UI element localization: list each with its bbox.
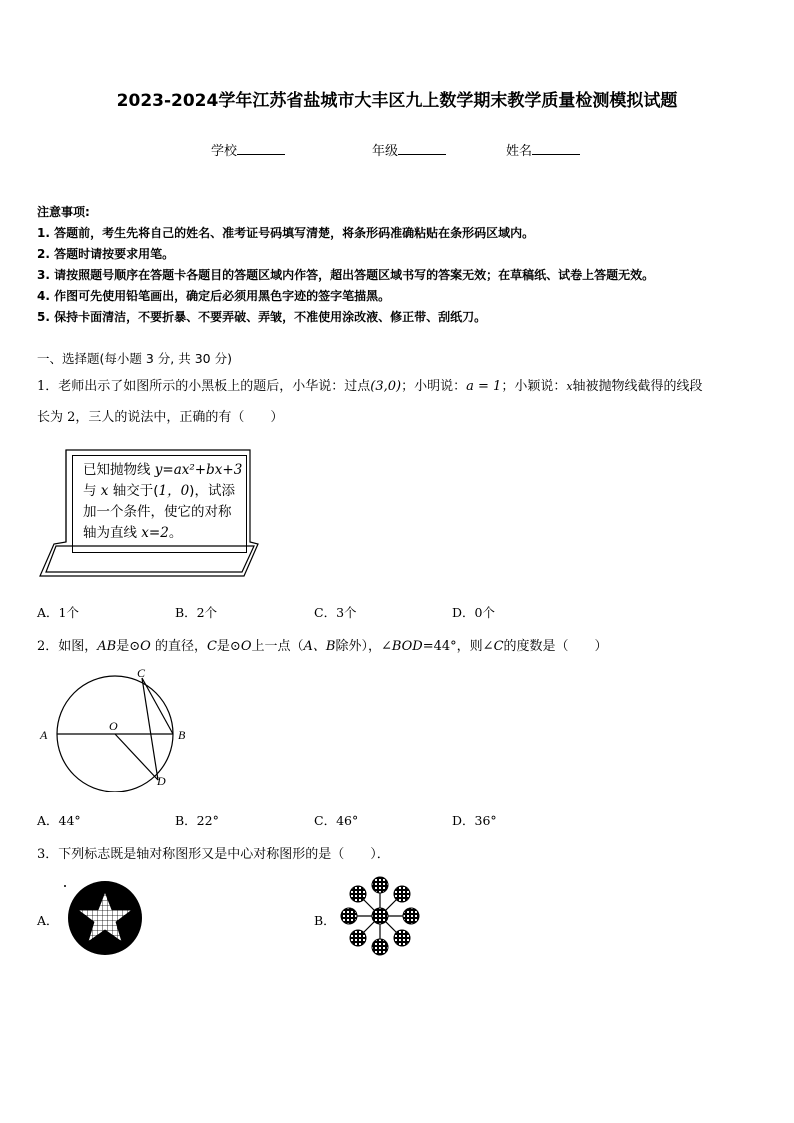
board-point: 1，0 [158, 483, 190, 499]
board-formula: y=ax²+bx+3 [154, 462, 243, 478]
board-text: 轴为直线 [83, 525, 142, 541]
q1-equation: a = 1 [466, 379, 502, 394]
board-text: 。 [168, 525, 183, 541]
notes-heading: 注意事项: [37, 205, 90, 219]
q1-text: ；小颖说： [501, 379, 567, 394]
q1-option-b: B．2个 [175, 605, 218, 620]
blackboard-text [83, 460, 243, 544]
school-blank [237, 142, 285, 155]
page-title: 2023-2024学年江苏省盐城市大丰区九上数学期末教学质量检测模拟试题 [116, 91, 678, 111]
q1-text: 轴被抛物线截得的线段 [572, 379, 703, 394]
label-a: A [40, 728, 48, 742]
grade-blank [398, 142, 446, 155]
q2-var: BOD [391, 639, 423, 654]
q2-text: 2．如图， [37, 639, 98, 654]
label-b: B [178, 728, 186, 742]
q2-text [37, 635, 608, 654]
q1-option-a: A．1个 [37, 605, 79, 620]
grade-field [372, 140, 446, 159]
board-text: 轴交于( [108, 483, 159, 499]
q2-var: O [140, 639, 151, 654]
q2-option-c: C．46° [314, 813, 359, 828]
label-o: O [109, 719, 118, 733]
board-text: )，试添 [189, 483, 235, 499]
q2-text: 上一点（ [251, 639, 304, 654]
note-item: 4. 作图可先使用铅笔画出，确定后必须用黑色字迹的签字笔描黑。 [37, 289, 391, 303]
q3-text: 3．下列标志既是轴对称图形又是中心对称图形的是（ ）． [37, 847, 390, 862]
q3-option-b-label: B． [314, 913, 336, 928]
note-item: 3. 请按照题号顺序在答题卡各题目的答题区域内作答，超出答题区域书写的答案无效；在草稿纸、试卷上答题无效。 [37, 268, 655, 282]
q1-axis: x [566, 380, 573, 393]
q1-text: ；小明说： [401, 379, 467, 394]
note-item: 2. 答题时请按要求用笔。 [37, 247, 175, 261]
name-label: 姓名 [506, 144, 533, 159]
section-title: 一、选择题(每小题 3 分, 共 30 分) [37, 351, 232, 366]
school-field [211, 140, 285, 159]
board-text: 已知抛物线 [83, 462, 155, 478]
q2-text: 的直径， [150, 639, 207, 654]
q3-option-a-label: A． [37, 913, 59, 928]
board-formula: x=2 [141, 525, 169, 541]
note-item: 1. 答题前，考生先将自己的姓名、准考证号码填写清楚，将条形码准确粘贴在条形码区域内。 [37, 226, 535, 240]
q2-text: 是⊙ [116, 639, 141, 654]
q2-var: AB [97, 639, 117, 654]
q2-option-a: A．44° [37, 813, 81, 828]
circle-figure [36, 664, 196, 792]
q2-var: C [206, 639, 217, 654]
q2-var: A、B [303, 639, 336, 654]
q2-text: =44°，则∠ [422, 639, 494, 654]
name-field [506, 140, 580, 159]
note-item: 5. 保持卡面清洁，不要折暴、不要弄破、弄皱，不准使用涂改液、修正带、刮纸刀。 [37, 310, 487, 324]
board-text: 加一个条件，使它的对称 [83, 504, 232, 520]
q2-text: 除外），∠ [335, 639, 392, 654]
name-blank [532, 142, 580, 155]
q2-option-d: D．36° [452, 813, 497, 828]
q2-text: 是⊙ [216, 639, 241, 654]
q2-var: C [493, 639, 504, 654]
q1-option-d: D．0个 [452, 605, 495, 620]
school-label: 学校 [211, 144, 238, 159]
q2-option-b: B．22° [175, 813, 219, 828]
board-text: 与 [83, 483, 101, 499]
q1-option-c: C．3个 [314, 605, 357, 620]
q1-text: 1．老师出示了如图所示的小黑板上的题后，小华说：过点 [37, 379, 371, 394]
q2-text: 的度数是（ ） [503, 639, 608, 654]
flower-logo-icon [338, 874, 422, 958]
board-var: x [100, 483, 109, 499]
q1-point: (3,0) [370, 379, 402, 394]
star-logo-icon [62, 880, 148, 956]
label-c: C [137, 666, 146, 680]
label-d: D [157, 774, 166, 788]
q2-var: O [240, 639, 252, 654]
q1-line2: 长为 2，三人的说法中，正确的有（ ） [37, 410, 284, 425]
q1-line1 [37, 375, 703, 394]
grade-label: 年级 [372, 144, 399, 159]
